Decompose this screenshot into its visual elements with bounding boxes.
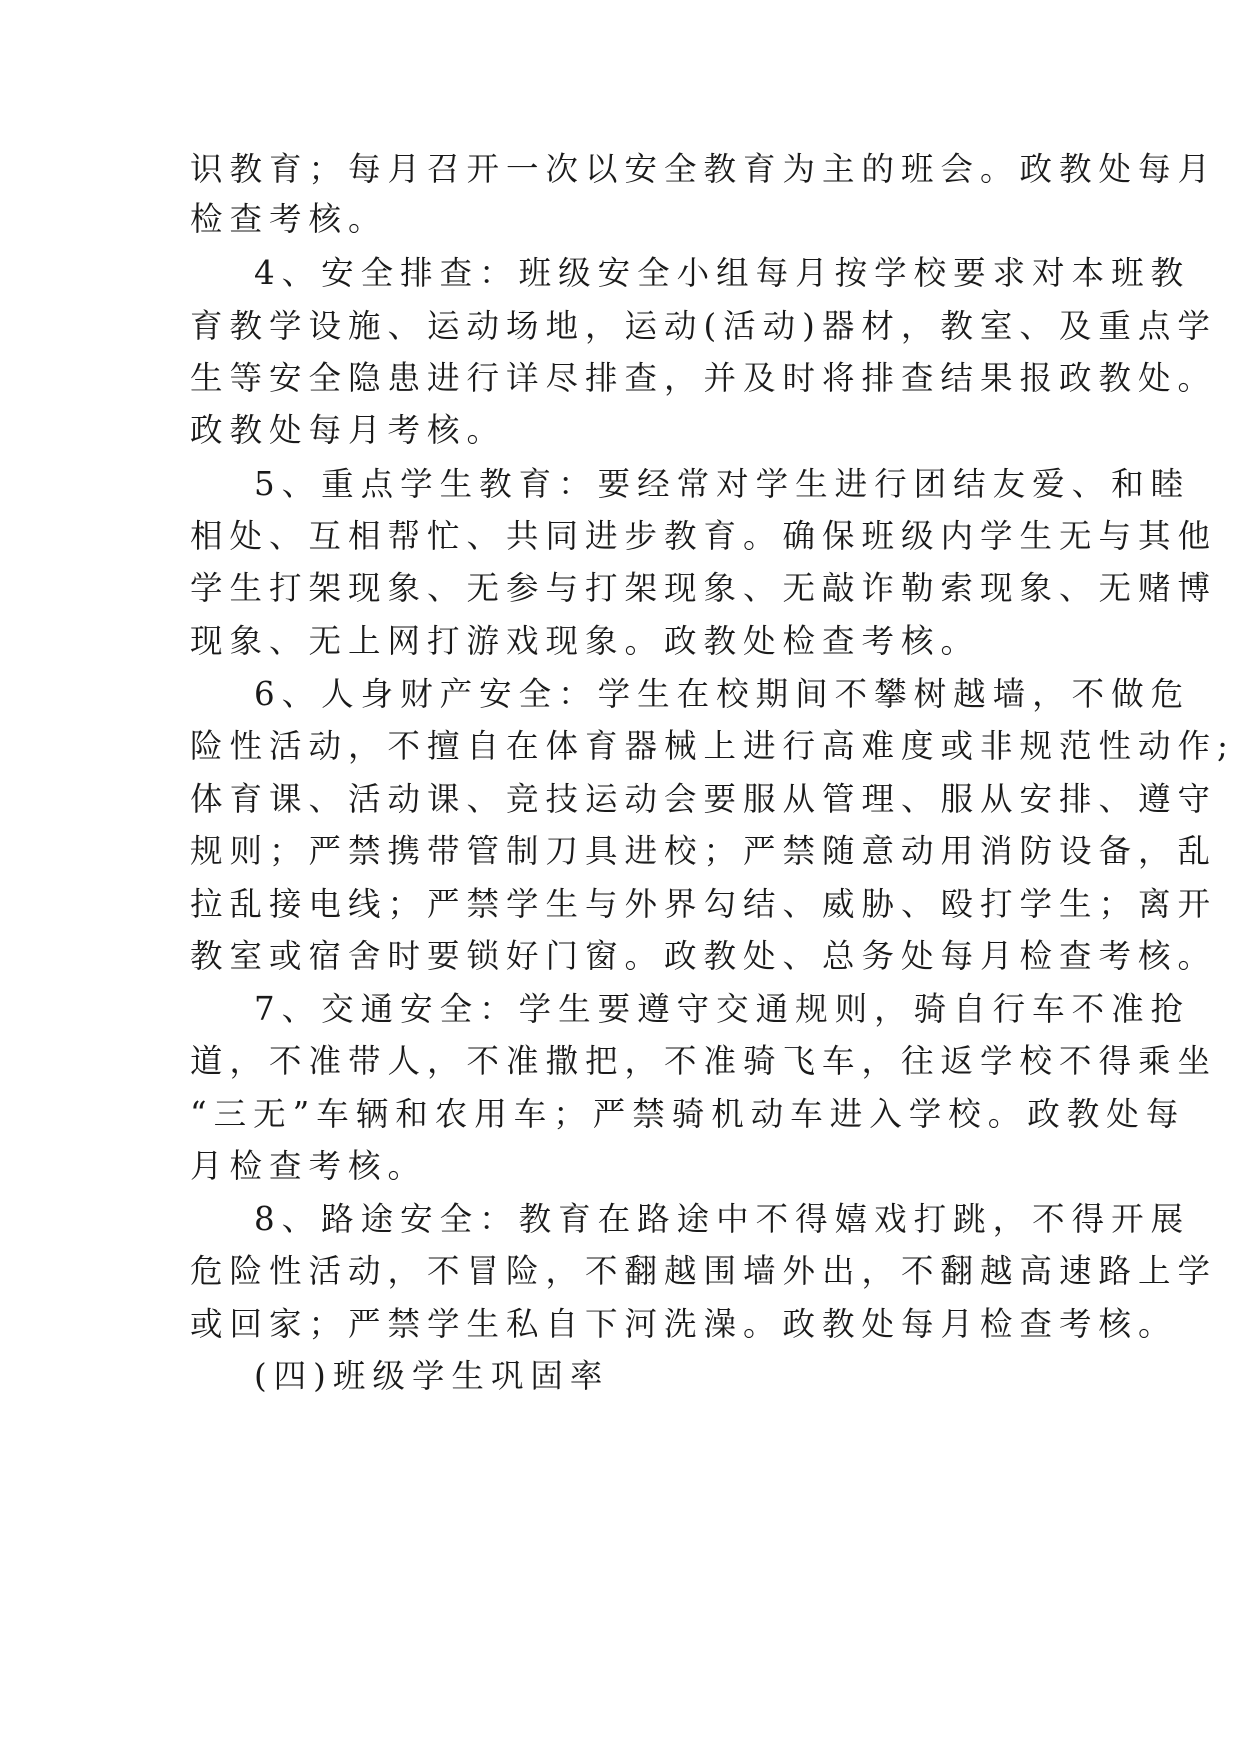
paragraph-line: 危险性活动，不冒险，不翻越围墙外出，不翻越高速路上学	[190, 1252, 1218, 1290]
paragraph-line: 7、交通安全：学生要遵守交通规则，骑自行车不准抢	[254, 990, 1191, 1028]
paragraph-line: 政教处每月考核。	[190, 411, 507, 449]
paragraph-line: 月检查考核。	[190, 1147, 428, 1185]
paragraph-line: 体育课、活动课、竞技运动会要服从管理、服从安排、遵守	[190, 780, 1218, 818]
paragraph-line: 或回家；严禁学生私自下河洗澡。政教处每月检查考核。	[190, 1305, 1178, 1343]
paragraph-line: 6、人身财产安全：学生在校期间不攀树越墙，不做危	[254, 675, 1191, 713]
paragraph-line: 识教育；每月召开一次以安全教育为主的班会。政教处每月	[190, 150, 1218, 188]
paragraph-line: 险性活动，不擅自在体育器械上进行高难度或非规范性动作;	[190, 727, 1235, 765]
paragraph-line: 教室或宿舍时要锁好门窗。政教处、总务处每月检查考核。	[190, 937, 1218, 975]
paragraph-line: 拉乱接电线；严禁学生与外界勾结、威胁、殴打学生；离开	[190, 885, 1218, 923]
paragraph-line: 5、重点学生教育：要经常对学生进行团结友爱、和睦	[254, 465, 1191, 503]
paragraph-line: 道，不准带人，不准撒把，不准骑飞车，往返学校不得乘坐	[190, 1042, 1218, 1080]
paragraph-line: 8、路途安全：教育在路途中不得嬉戏打跳，不得开展	[254, 1200, 1191, 1238]
paragraph-line: 规则；严禁携带管制刀具进校；严禁随意动用消防设备，乱	[190, 832, 1218, 870]
paragraph-line: 育教学设施、运动场地，运动(活动)器材，教室、及重点学	[190, 307, 1217, 345]
paragraph-line: 检查考核。	[190, 200, 388, 238]
paragraph-line: 现象、无上网打游戏现象。政教处检查考核。	[190, 622, 981, 660]
paragraph-line: 生等安全隐患进行详尽排查，并及时将排查结果报政教处。	[190, 359, 1218, 397]
paragraph-line: 相处、互相帮忙、共同进步教育。确保班级内学生无与其他	[190, 517, 1218, 555]
paragraph-line: 学生打架现象、无参与打架现象、无敲诈勒索现象、无赌博	[190, 569, 1218, 607]
section-heading: (四)班级学生巩固率	[254, 1357, 610, 1395]
paragraph-line: “三无”车辆和农用车；严禁骑机动车进入学校。政教处每	[190, 1095, 1186, 1133]
paragraph-line: 4、安全排查：班级安全小组每月按学校要求对本班教	[254, 254, 1191, 292]
